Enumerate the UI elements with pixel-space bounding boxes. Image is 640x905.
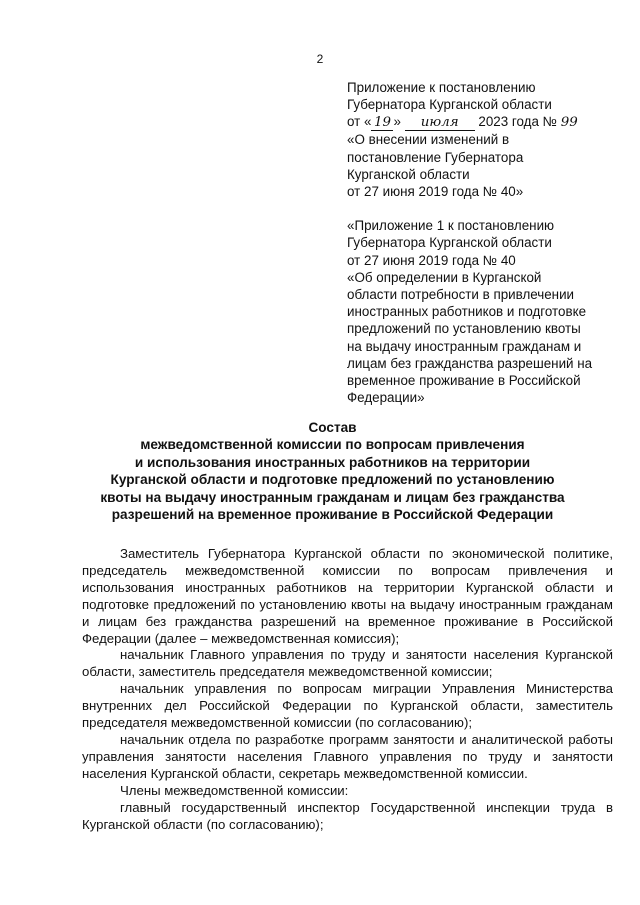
appendix-line: от 27 июня 2019 года № 40» — [347, 184, 524, 200]
body-paragraph: Члены межведомственной комиссии: — [120, 782, 349, 798]
title-line: разрешений на временное проживание в Российской Федерации — [111, 507, 554, 523]
appendix-line: Приложение к постановлению — [347, 80, 536, 95]
appendix-line: предложений по установлению квоты — [347, 321, 581, 337]
handwritten-day: 19 — [371, 116, 393, 131]
body-paragraph: главный государственный инспектор Государственной инспекции труда в Курганской области (по согласованию); — [82, 799, 613, 832]
title-line: и использования иностранных работников на территории — [134, 454, 531, 470]
document-body — [82, 546, 613, 833]
body-paragraph: начальник управления по вопросам миграции Управления Министерства внутренних дел Российской Федерации по Курганской области, заместитель председателя межведомственной комиссии (по согласованию); — [82, 681, 613, 731]
appendix-line: от 27 июня 2019 года № 40 — [347, 252, 516, 268]
body-paragraph: Заместитель Губернатора Курганской области по экономической политике, председатель межведомственной комиссии по вопросам привлечения и использования иностранных работников на территории Курганской области и подготовке предложений по установлению квоты на выдачу иностранным гражданам и лицам без гражданства разрешений на временное проживание в Российской Федерации (далее – межведомственная комиссия); — [82, 546, 613, 646]
body-paragraph: начальник Главного управления по труду и занятости населения Курганской области, заместитель председателя межведомственной комиссии; — [82, 647, 613, 680]
appendix-line: «О внесении изменений в — [347, 132, 510, 148]
appendix-header — [347, 79, 632, 406]
appendix-line: иностранных работников и подготовке — [347, 304, 587, 320]
handwritten-month: июля — [405, 116, 475, 131]
title-line: Курганской области и подготовке предложений по установлению — [110, 472, 555, 488]
title-line: Состав — [308, 420, 357, 435]
appendix-line: постановление Губернатора — [347, 149, 524, 165]
appendix-line: «Приложение 1 к постановлению — [347, 218, 555, 234]
appendix-line: области потребности в привлечении — [347, 287, 575, 303]
appendix-line: Губернатора Курганской области — [347, 97, 552, 113]
document-title — [80, 419, 585, 523]
date-prefix: от « — [347, 114, 372, 130]
appendix-line: Федерации» — [347, 390, 425, 406]
appendix-line: Курганской области — [347, 166, 470, 182]
spacer — [347, 200, 632, 217]
body-paragraph: начальник отдела по разработке программ занятости и аналитической работы управления занятости населения Главного управления по труду и занятости населения Курганской области, секретарь межведомственной комиссии. — [82, 731, 613, 781]
title-line: межведомственной комиссии по вопросам привлечения — [140, 437, 525, 453]
date-mid: » — [393, 114, 401, 130]
appendix-date-line — [347, 113, 632, 131]
title-line: квоты на выдачу иностранным гражданам и лицам без гражданства — [100, 489, 565, 505]
page-number: 2 — [316, 52, 324, 66]
appendix-line: временное проживание в Российской — [347, 373, 581, 389]
appendix-line: «Об определении в Курганской — [347, 269, 542, 285]
handwritten-number: 99 — [560, 115, 578, 131]
appendix-line: на выдачу иностранным гражданам и — [347, 338, 582, 354]
appendix-line: Губернатора Курганской области — [347, 235, 552, 251]
appendix-line: лицам без гражданства разрешений на — [347, 355, 593, 371]
date-year: 2023 года № — [478, 114, 557, 130]
